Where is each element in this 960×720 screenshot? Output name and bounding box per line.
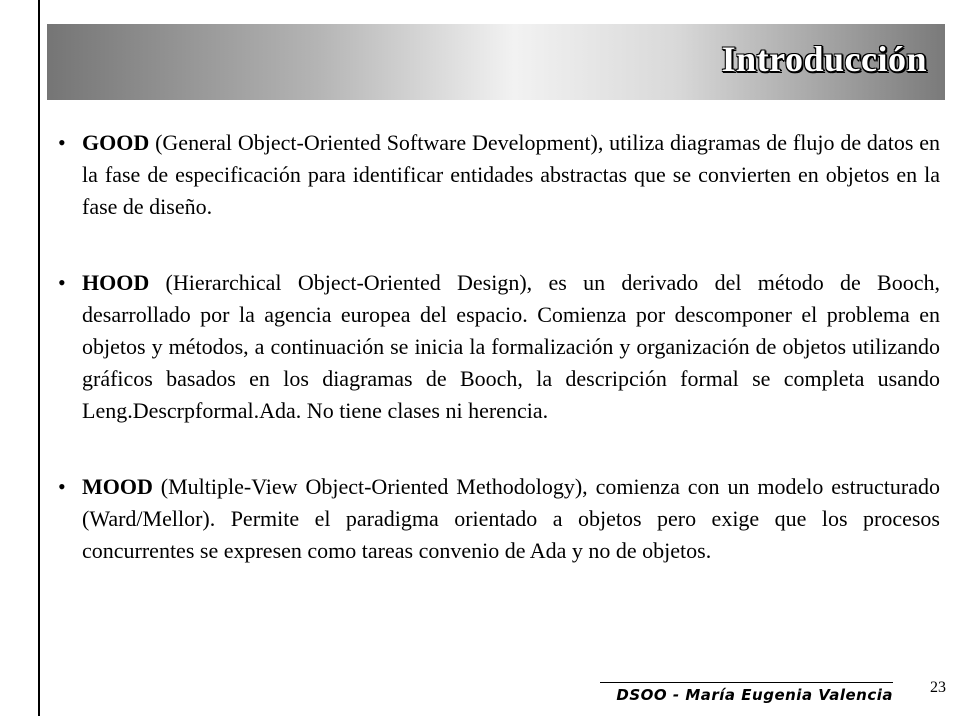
bullet-dot: •	[58, 130, 66, 155]
bullet-dot: •	[58, 474, 66, 499]
slide-body	[58, 127, 940, 611]
bullet-term: HOOD	[82, 270, 150, 295]
bullet-text	[82, 127, 940, 223]
bullet-dot: •	[58, 270, 66, 295]
bullet-text	[82, 471, 940, 567]
bullet-term: GOOD	[82, 130, 150, 155]
bullet-text	[82, 267, 940, 427]
bullet-description: (Hierarchical Object-Oriented Design), es un derivado del método de Booch, desarrollado por la agencia europea del espacio. Comienza por descomponer el problema en objetos y métodos, a continuación se inicia la formalización y organización de objetos utilizando gráficos basados en los diagramas de Booch, la descripción formal se completa usando Leng.Descrpformal.Ada. No tiene clases ni herencia.	[82, 270, 940, 423]
bullet-mood	[58, 471, 940, 567]
footer-rule	[600, 682, 893, 683]
bullet-hood	[58, 267, 940, 427]
bullet-term: MOOD	[82, 474, 153, 499]
slide-title: Introducción	[721, 39, 927, 79]
footer-author: DSOO - María Eugenia Valencia	[616, 686, 893, 704]
page-number: 23	[930, 679, 946, 696]
bullet-description: (General Object-Oriented Software Development), utiliza diagramas de flujo de datos en la fase de especificación para identificar entidades abstractas que se convierten en objetos en la fase de diseño.	[82, 130, 940, 219]
left-margin-rule	[38, 0, 40, 716]
bullet-good	[58, 127, 940, 223]
bullet-description: (Multiple-View Object-Oriented Methodology), comienza con un modelo estructurado (Ward/Mellor). Permite el paradigma orientado a objetos pero exige que los procesos concurrentes se expresen como tareas convenio de Ada y no de objetos.	[82, 474, 940, 563]
title-banner	[47, 24, 945, 100]
